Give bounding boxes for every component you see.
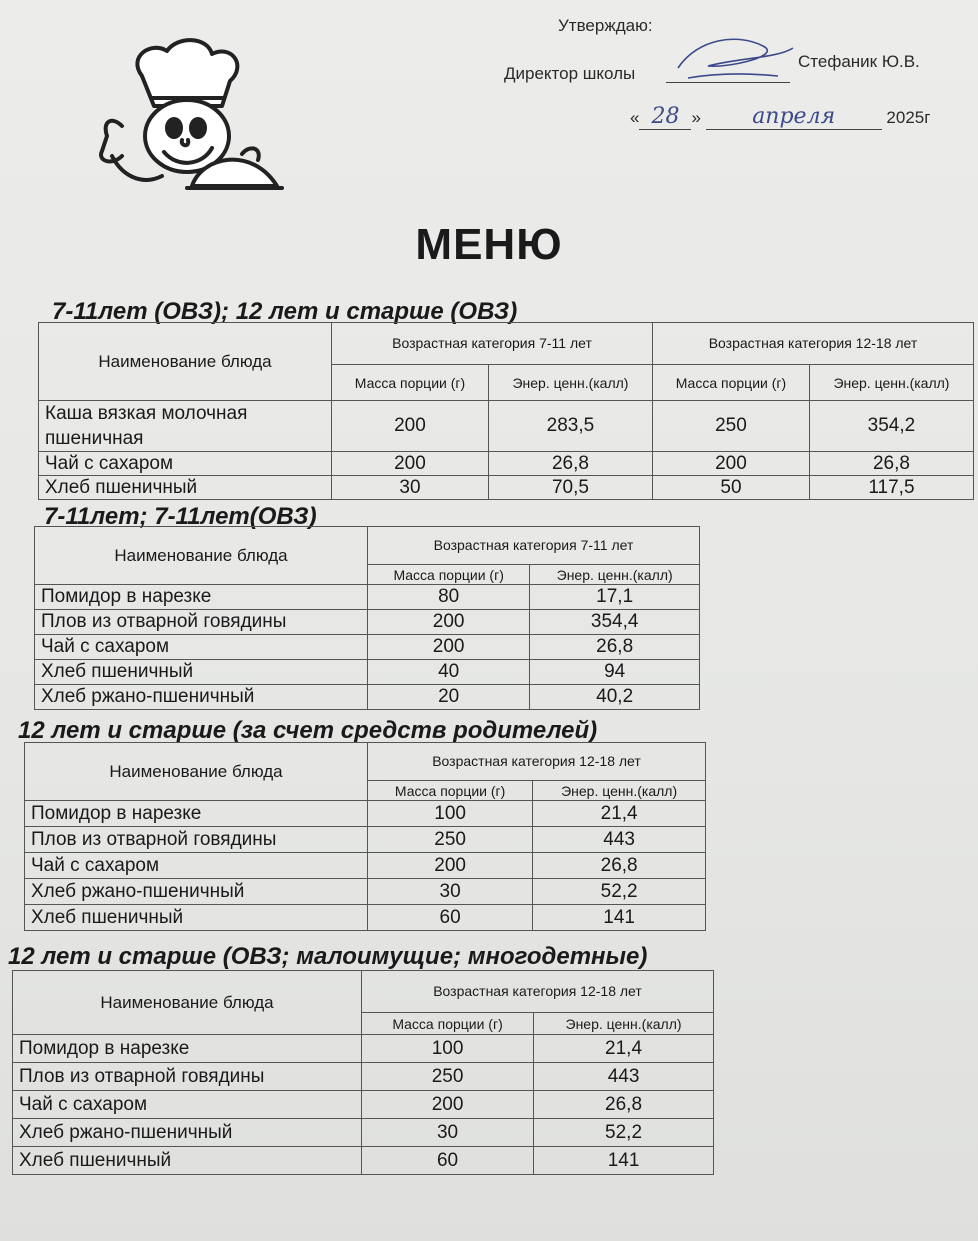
energy-value: 21,4	[534, 1035, 714, 1063]
category-header: Возрастная категория 12-18 лет	[362, 971, 714, 1013]
dish-name: Каша вязкая молочная пшеничная	[39, 401, 332, 452]
chef-illustration	[82, 36, 292, 206]
energy-value: 26,8	[533, 853, 706, 879]
energy-header: Энер. ценн.(калл)	[488, 365, 652, 401]
section-2-title: 7-11лет; 7-11лет(ОВЗ)	[44, 503, 317, 530]
energy-value: 26,8	[530, 635, 700, 660]
dish-name: Чай с сахаром	[39, 452, 332, 476]
dish-name: Хлеб пшеничный	[35, 660, 368, 685]
energy-value: 94	[530, 660, 700, 685]
section-3-table	[24, 742, 706, 931]
energy-value: 26,8	[809, 452, 973, 476]
mass-value: 50	[652, 476, 809, 500]
table-row	[13, 1091, 714, 1119]
name-header: Наименование блюда	[35, 527, 368, 585]
section-3-title: 12 лет и старше (за счет средств родителей)	[18, 717, 598, 744]
dish-name: Плов из отварной говядины	[35, 610, 368, 635]
energy-value: 443	[534, 1063, 714, 1091]
table-row	[39, 452, 974, 476]
dish-name: Плов из отварной говядины	[13, 1063, 362, 1091]
mass-value: 60	[362, 1147, 534, 1175]
dish-name: Хлеб пшеничный	[13, 1147, 362, 1175]
dish-name: Чай с сахаром	[35, 635, 368, 660]
approval-block	[500, 14, 970, 129]
dish-name: Чай с сахаром	[25, 853, 368, 879]
energy-value: 26,8	[488, 452, 652, 476]
energy-value: 21,4	[533, 801, 706, 827]
approval-label: Утверждаю:	[558, 16, 653, 35]
energy-value: 17,1	[530, 585, 700, 610]
energy-value: 283,5	[488, 401, 652, 452]
dish-name: Хлеб пшеничный	[25, 905, 368, 931]
dish-name: Хлеб ржано-пшеничный	[35, 685, 368, 710]
energy-header: Энер. ценн.(калл)	[809, 365, 973, 401]
mass-value: 200	[332, 452, 489, 476]
section-2-table	[34, 526, 700, 710]
dish-name: Плов из отварной говядины	[25, 827, 368, 853]
mass-value: 200	[652, 452, 809, 476]
table-row	[25, 853, 706, 879]
energy-value: 354,4	[530, 610, 700, 635]
dish-name: Помидор в нарезке	[25, 801, 368, 827]
mass-value: 200	[368, 635, 530, 660]
dish-name: Помидор в нарезке	[35, 585, 368, 610]
signature	[668, 28, 798, 88]
name-header: Наименование блюда	[25, 743, 368, 801]
energy-header: Энер. ценн.(калл)	[530, 565, 700, 585]
mass-value: 250	[368, 827, 533, 853]
section-4-table	[12, 970, 714, 1175]
energy-header: Энер. ценн.(калл)	[533, 781, 706, 801]
dish-name: Хлеб пшеничный	[39, 476, 332, 500]
dish-name: Хлеб ржано-пшеничный	[13, 1119, 362, 1147]
section-4-title: 12 лет и старше (ОВЗ; малоимущие; многодетные)	[8, 943, 648, 970]
table-row	[13, 1147, 714, 1175]
table-row	[35, 685, 700, 710]
energy-value: 40,2	[530, 685, 700, 710]
director-name: Стефаник Ю.В.	[798, 52, 920, 71]
mass-value: 20	[368, 685, 530, 710]
mass-value: 100	[368, 801, 533, 827]
table-row	[39, 401, 974, 452]
table-row	[25, 827, 706, 853]
category-header: Возрастная категория 12-18 лет	[652, 323, 973, 365]
dish-name: Хлеб ржано-пшеничный	[25, 879, 368, 905]
mass-value: 30	[332, 476, 489, 500]
mass-header: Масса порции (г)	[368, 565, 530, 585]
name-header: Наименование блюда	[13, 971, 362, 1035]
section-1-title: 7-11лет (ОВЗ); 12 лет и старше (ОВЗ)	[52, 298, 518, 325]
date-day: 28	[639, 104, 691, 130]
page-title: МЕНЮ	[415, 220, 563, 269]
date-year: 2025г	[886, 108, 931, 127]
mass-value: 100	[362, 1035, 534, 1063]
mass-value: 30	[368, 879, 533, 905]
mass-value: 80	[368, 585, 530, 610]
table-row	[35, 635, 700, 660]
category-header: Возрастная категория 12-18 лет	[368, 743, 706, 781]
mass-header: Масса порции (г)	[362, 1013, 534, 1035]
date-month: апреля	[706, 104, 882, 130]
energy-value: 52,2	[533, 879, 706, 905]
mass-header: Масса порции (г)	[368, 781, 533, 801]
mass-value: 250	[652, 401, 809, 452]
table-row	[25, 801, 706, 827]
dish-name: Помидор в нарезке	[13, 1035, 362, 1063]
approval-date: « 28 » апреля 2025г	[630, 104, 931, 129]
mass-value: 250	[362, 1063, 534, 1091]
mass-value: 200	[362, 1091, 534, 1119]
category-header: Возрастная категория 7-11 лет	[368, 527, 700, 565]
table-row	[25, 879, 706, 905]
mass-value: 200	[368, 610, 530, 635]
table-row	[35, 660, 700, 685]
energy-value: 443	[533, 827, 706, 853]
table-row	[25, 905, 706, 931]
category-header: Возрастная категория 7-11 лет	[332, 323, 653, 365]
table-row	[13, 1119, 714, 1147]
mass-value: 200	[332, 401, 489, 452]
energy-value: 70,5	[488, 476, 652, 500]
name-header: Наименование блюда	[39, 323, 332, 401]
energy-value: 26,8	[534, 1091, 714, 1119]
mass-header: Масса порции (г)	[652, 365, 809, 401]
energy-value: 52,2	[534, 1119, 714, 1147]
table-row	[39, 476, 974, 500]
energy-value: 117,5	[809, 476, 973, 500]
director-label: Директор школы	[504, 64, 636, 83]
energy-header: Энер. ценн.(калл)	[534, 1013, 714, 1035]
mass-value: 200	[368, 853, 533, 879]
energy-value: 354,2	[809, 401, 973, 452]
table-row	[13, 1035, 714, 1063]
mass-value: 40	[368, 660, 530, 685]
section-1-table	[38, 322, 974, 500]
mass-header: Масса порции (г)	[332, 365, 489, 401]
table-row	[13, 1063, 714, 1091]
energy-value: 141	[533, 905, 706, 931]
dish-name: Чай с сахаром	[13, 1091, 362, 1119]
energy-value: 141	[534, 1147, 714, 1175]
table-row	[35, 585, 700, 610]
mass-value: 30	[362, 1119, 534, 1147]
table-row	[35, 610, 700, 635]
mass-value: 60	[368, 905, 533, 931]
